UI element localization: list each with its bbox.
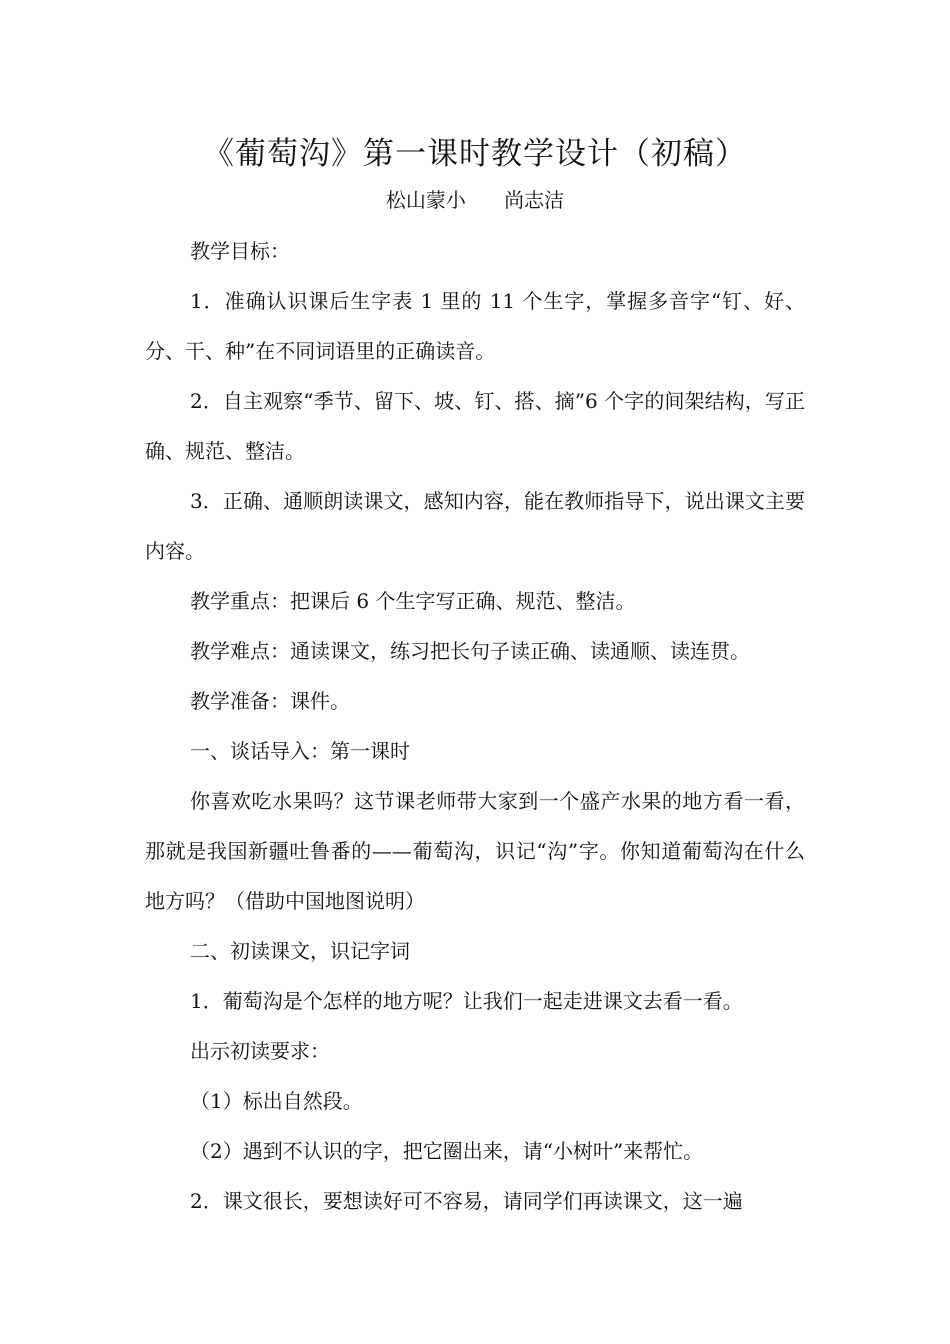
objective-2: 2．自主观察“季节、留下、坡、钉、搭、摘”6 个字的间架结构，写正确、规范、整洁。	[145, 389, 805, 463]
author-line: 松山蒙小 尚志洁	[385, 188, 565, 212]
requirement-1: （1）标出自然段。	[190, 1089, 363, 1113]
objective-1: 1．准确认识课后生字表 1 里的 11 个生字，掌握多音字“钉、好、分、干、种”在不同词语里的正确读音。	[145, 289, 805, 363]
intro-paragraph: 你喜欢吃水果吗？这节课老师带大家到一个盛产水果的地方看一看，那就是我国新疆吐鲁番的——葡萄沟，识记“沟”字。你知道葡萄沟在什么地方吗？（借助中国地图说明）	[145, 789, 805, 913]
document-title: 《葡萄沟》第一课时教学设计（初稿）	[203, 136, 747, 172]
section-heading-1: 一、谈话导入：第一课时	[190, 739, 410, 763]
step-2: 2．课文很长，要想读好可不容易，请同学们再读课文，这一遍	[190, 1189, 743, 1213]
objective-3: 3．正确、通顺朗读课文，感知内容，能在教师指导下，说出课文主要内容。	[145, 489, 805, 563]
reading-requirements-label: 出示初读要求：	[190, 1039, 330, 1063]
teaching-preparation: 教学准备：课件。	[190, 689, 350, 713]
teaching-focus: 教学重点：把课后 6 个生字写正确、规范、整洁。	[190, 589, 636, 613]
requirement-2: （2）遇到不认识的字，把它圈出来，请“小树叶”来帮忙。	[190, 1139, 704, 1163]
step-1: 1．葡萄沟是个怎样的地方呢？让我们一起走进课文去看一看。	[190, 989, 743, 1013]
section-label-objectives: 教学目标：	[190, 239, 290, 263]
section-heading-2: 二、初读课文，识记字词	[190, 939, 410, 963]
teaching-difficulty: 教学难点：通读课文，练习把长句子读正确、读通顺、读连贯。	[190, 639, 750, 663]
document-body	[145, 226, 805, 1226]
